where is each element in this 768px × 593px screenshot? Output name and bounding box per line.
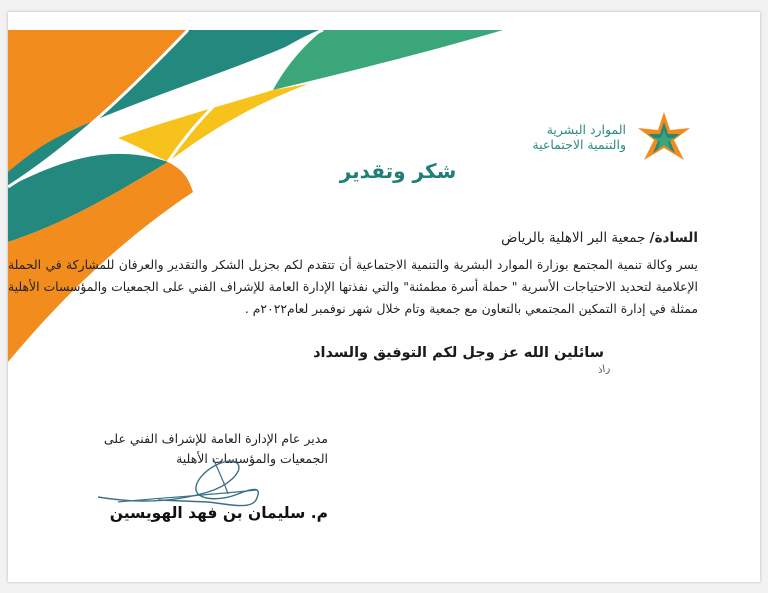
signatory-name: م. سليمان بن فهد الهويسين: [109, 504, 328, 522]
recipient-line: [78, 230, 698, 246]
letter-body: يسر وكالة تنمية المجتمع بوزارة الموارد البشرية والتنمية الاجتماعية أن تتقدم لكم بجزيل الشكر والتقدير والعرفان للمشاركة في الحملة الإعلامية لتحديد الاحتياجات الأسرية " حملة أسرة مطمئنة" والتي نفذتها الإدارة العامة للإشراف الفني على الجمعيات والمؤسسات الأهلية ممثلة في إدارة التمكين المجتمعي بالتعاون مع جمعية وتام خلال شهر نوفمبر لعام٢٠٢٢م .: [8, 257, 698, 316]
recipient-name: جمعية البر الاهلية بالرياض: [501, 230, 646, 246]
logo-line-1: الموارد البشرية: [546, 122, 626, 137]
signatory-role-line-1: مدير عام الإدارة العامة للإشراف الفني على: [103, 431, 328, 446]
decor-green-band: [273, 30, 503, 90]
logo-line-2: والتنمية الاجتماعية: [532, 137, 626, 152]
ministry-logo-icon: [628, 108, 700, 168]
handwritten-signature: [78, 452, 278, 512]
recipient-label: السادة/: [649, 230, 698, 246]
signatory-role-line-2: الجمعيات والمؤسسات الأهلية: [176, 451, 328, 466]
ministry-logo: [520, 108, 700, 170]
page-title: شكر وتقدير: [339, 159, 457, 183]
handwritten-initials: راذ: [597, 363, 611, 376]
certificate-page: [8, 12, 760, 582]
closing-line: سائلين الله عز وجل لكم التوفيق والسداد: [313, 345, 604, 361]
